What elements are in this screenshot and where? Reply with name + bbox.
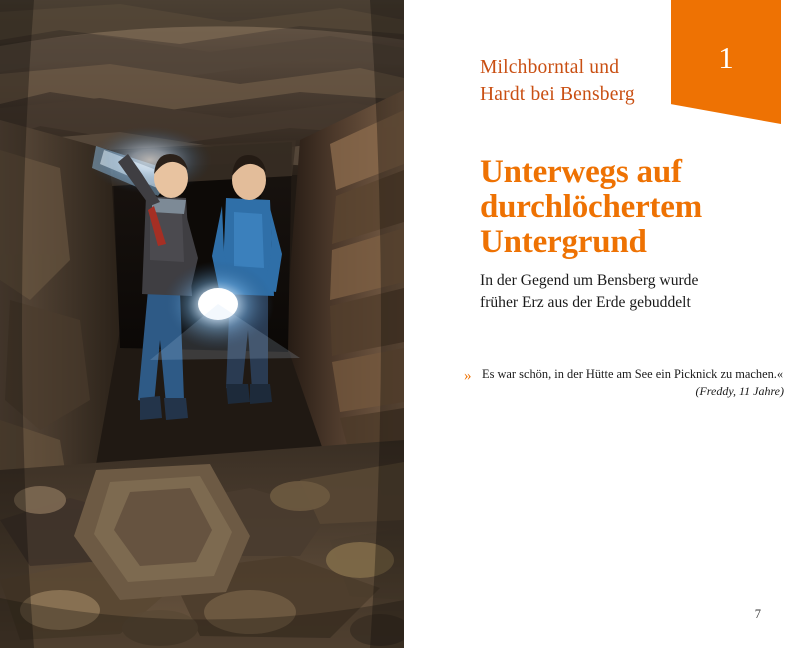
chapter-title-line-2: Hardt bei Bensberg (480, 84, 635, 105)
chapter-title-line-1: Milchborntal und (480, 57, 620, 78)
chapter-title (480, 54, 680, 108)
quote-mark-icon: » (464, 368, 470, 384)
quote-text: Es war schön, in der Hütte am See ein Picknick zu machen.« (482, 367, 784, 381)
photo-artwork (0, 0, 404, 648)
headline-line-2: durchlöchertem (480, 189, 703, 225)
chapter-number: 1 (718, 40, 734, 75)
quote-attribution: (Freddy, 11 Jahre) (695, 384, 784, 398)
page-subtitle (480, 270, 770, 314)
photo-mine-tunnel (0, 0, 404, 648)
pull-quote (464, 366, 784, 399)
title-page (404, 0, 810, 648)
subtitle-line-1: In der Gegend um Bensberg wurde (480, 272, 699, 289)
headline-line-1: Unterwegs auf (480, 154, 682, 190)
page-number: 7 (754, 606, 761, 621)
subtitle-line-2: früher Erz aus der Erde gebuddelt (480, 294, 691, 311)
headline-line-3: Untergrund (480, 224, 647, 260)
page-title (480, 155, 780, 260)
